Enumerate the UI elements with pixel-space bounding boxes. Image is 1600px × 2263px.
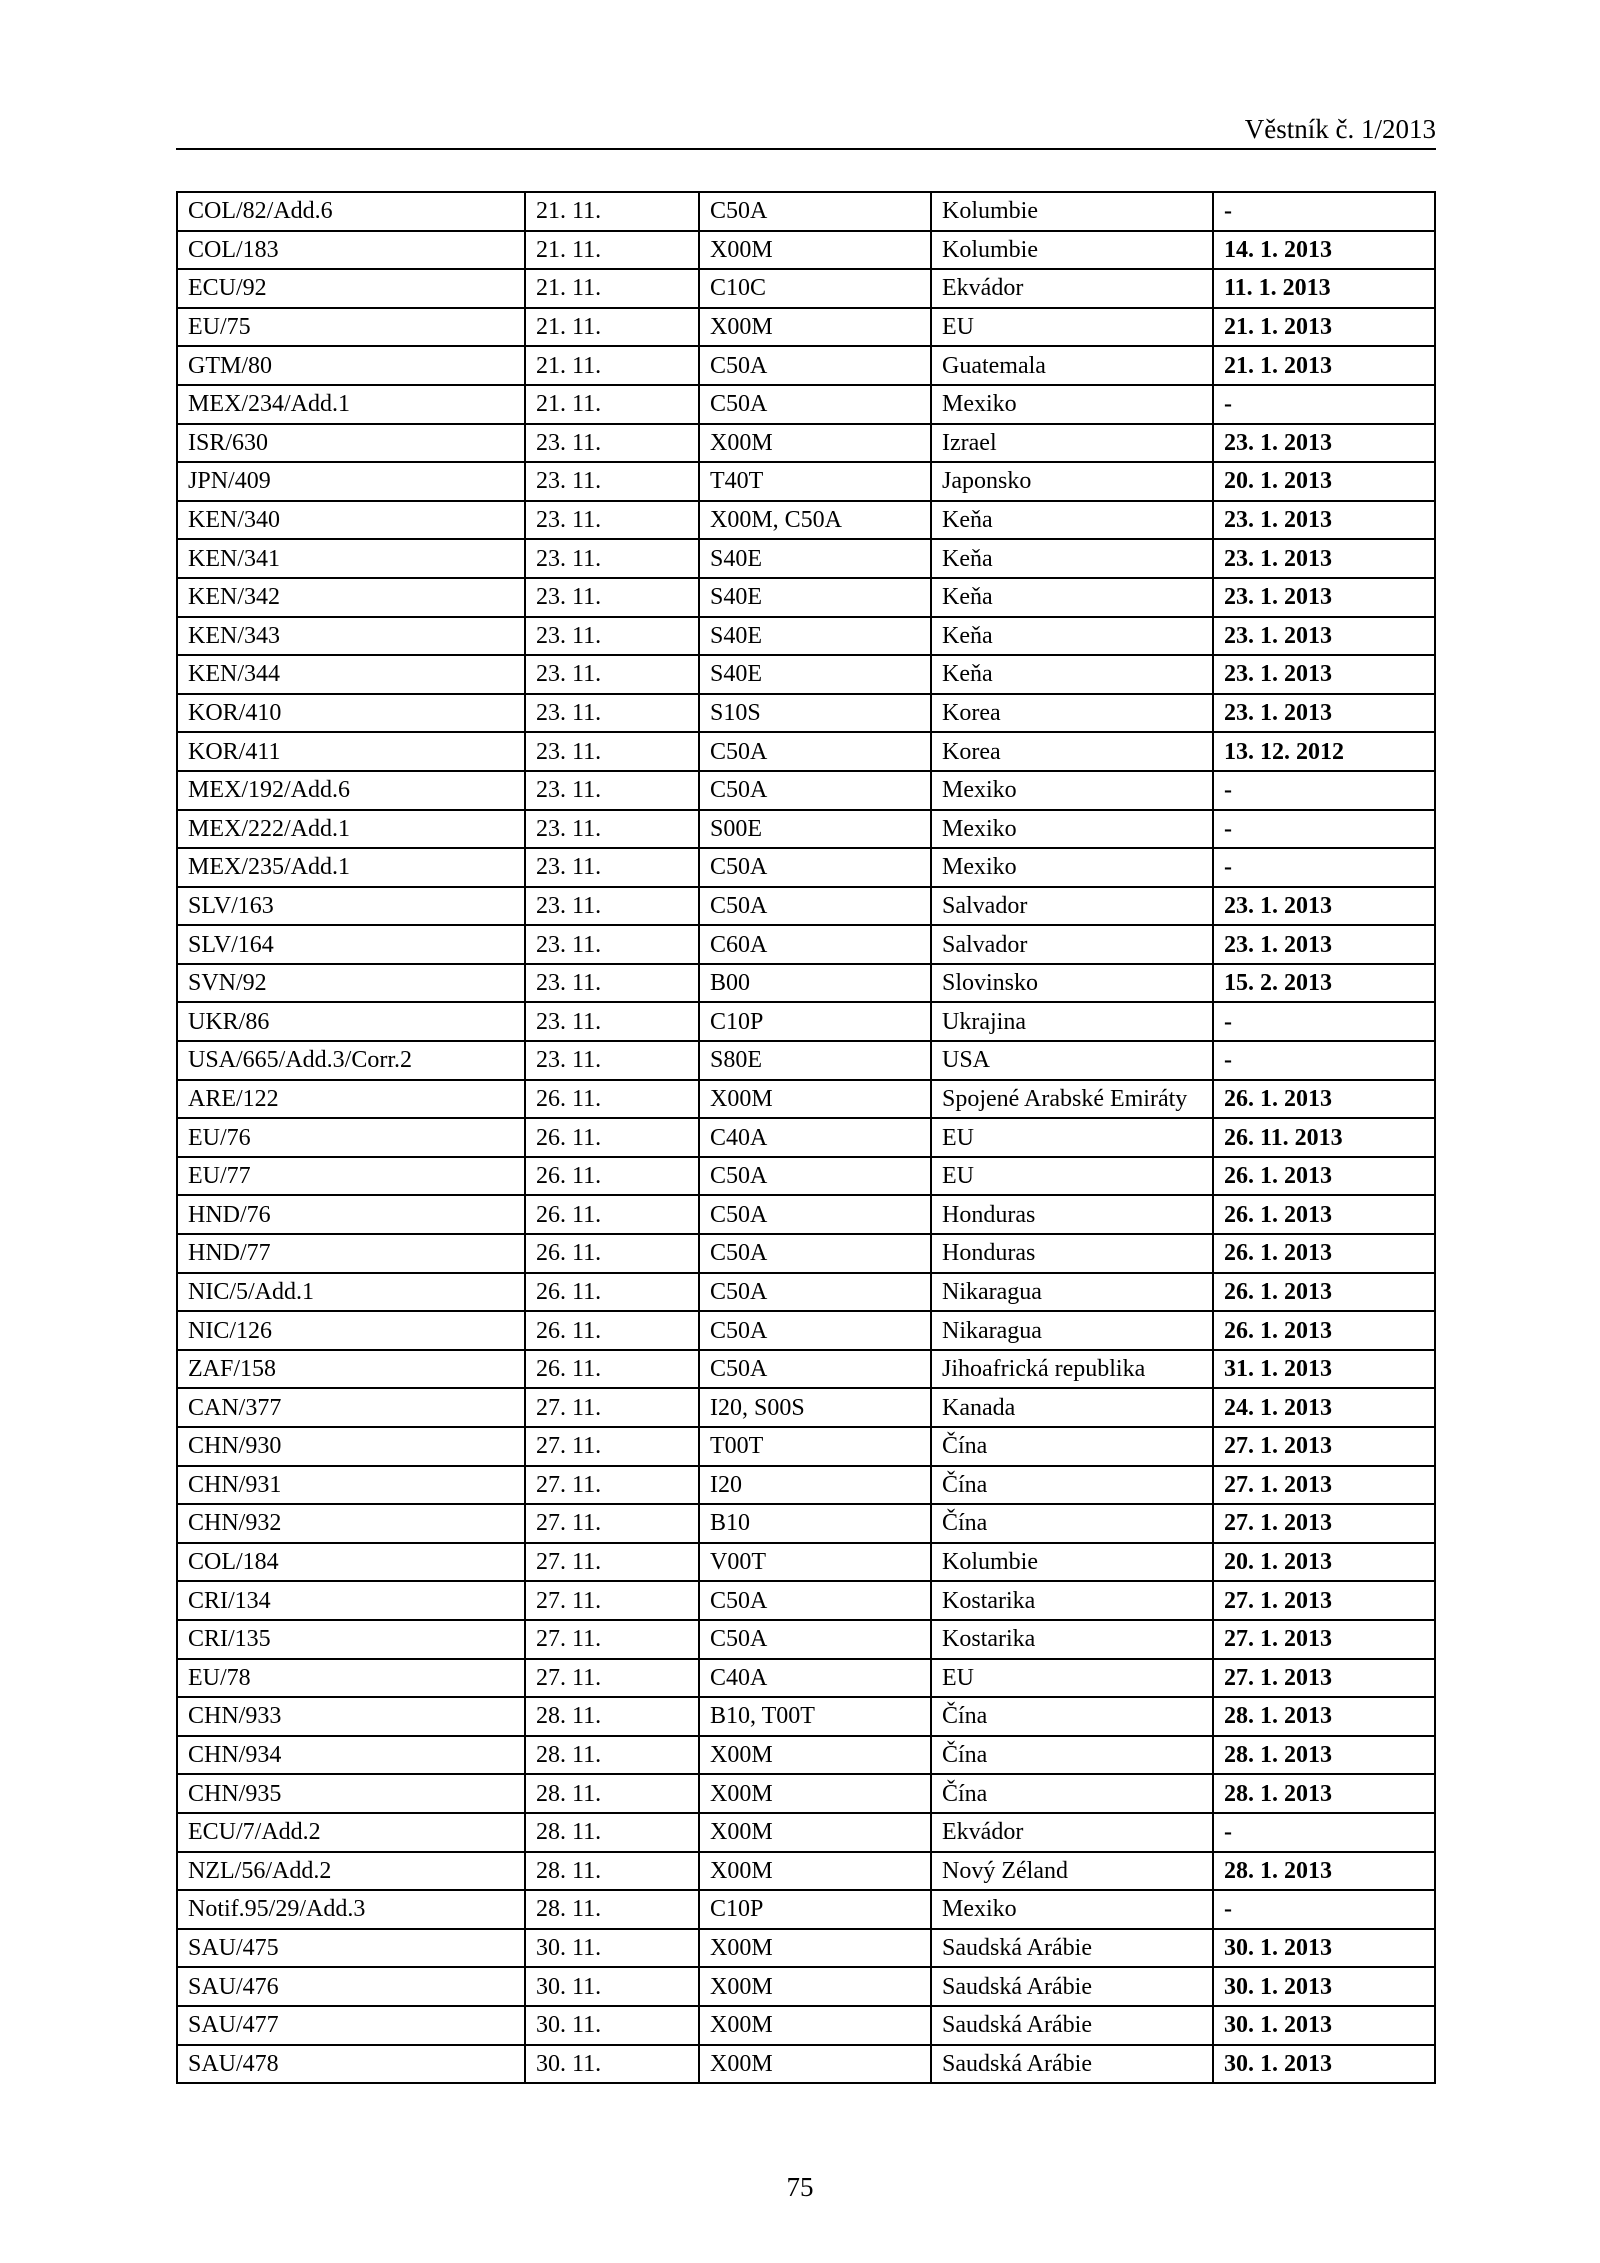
code-cell: C50A [699,1581,931,1620]
code-cell: C50A [699,1350,931,1389]
document-symbol-cell: SAU/478 [177,2045,525,2084]
table-row [177,771,1435,810]
country-cell: Saudská Arábie [931,2006,1213,2045]
document-symbol-cell: NIC/5/Add.1 [177,1273,525,1312]
date-cell: 23. 11. [525,501,699,540]
document-symbol-cell: NIC/126 [177,1311,525,1350]
table-row [177,1427,1435,1466]
date-cell: 23. 11. [525,655,699,694]
table-row [177,694,1435,733]
code-cell: C50A [699,385,931,424]
date-cell: 26. 11. [525,1195,699,1234]
country-cell: Ukrajina [931,1002,1213,1041]
date-cell: 28. 11. [525,1774,699,1813]
country-cell: Čína [931,1736,1213,1775]
table-row [177,1890,1435,1929]
code-cell: S40E [699,539,931,578]
date-cell: 23. 11. [525,424,699,463]
table-row [177,1195,1435,1234]
deadline-cell: 23. 1. 2013 [1213,424,1435,463]
table-row [177,887,1435,926]
page-number: 75 [786,2172,814,2202]
country-cell: Čína [931,1697,1213,1736]
table-row [177,346,1435,385]
code-cell: S00E [699,810,931,849]
document-symbol-cell: SAU/476 [177,1967,525,2006]
document-symbol-cell: SVN/92 [177,964,525,1003]
document-symbol-cell: GTM/80 [177,346,525,385]
table-row [177,1002,1435,1041]
country-cell: Mexiko [931,810,1213,849]
country-cell: Keňa [931,655,1213,694]
country-cell: EU [931,308,1213,347]
table-row [177,501,1435,540]
table-row [177,1311,1435,1350]
document-symbol-cell: USA/665/Add.3/Corr.2 [177,1041,525,1080]
date-cell: 27. 11. [525,1659,699,1698]
country-cell: Čína [931,1504,1213,1543]
country-cell: Slovinsko [931,964,1213,1003]
code-cell: C50A [699,1620,931,1659]
date-cell: 23. 11. [525,771,699,810]
code-cell: C50A [699,192,931,231]
country-cell: Keňa [931,539,1213,578]
date-cell: 23. 11. [525,848,699,887]
code-cell: X00M, C50A [699,501,931,540]
table-row [177,1813,1435,1852]
document-symbol-cell: COL/183 [177,231,525,270]
table-row [177,617,1435,656]
deadline-cell: 26. 1. 2013 [1213,1080,1435,1119]
document-symbol-cell: CHN/932 [177,1504,525,1543]
deadline-cell: 15. 2. 2013 [1213,964,1435,1003]
code-cell: B10, T00T [699,1697,931,1736]
code-cell: X00M [699,1967,931,2006]
document-symbol-cell: ISR/630 [177,424,525,463]
document-symbol-cell: HND/77 [177,1234,525,1273]
date-cell: 23. 11. [525,1002,699,1041]
deadline-cell: 23. 1. 2013 [1213,539,1435,578]
table-row [177,1350,1435,1389]
table-row [177,1929,1435,1968]
country-cell: Čína [931,1427,1213,1466]
country-cell: Čína [931,1466,1213,1505]
date-cell: 30. 11. [525,2006,699,2045]
date-cell: 27. 11. [525,1388,699,1427]
code-cell: S80E [699,1041,931,1080]
deadline-cell: - [1213,385,1435,424]
date-cell: 23. 11. [525,810,699,849]
code-cell: X00M [699,1774,931,1813]
table-row [177,424,1435,463]
table-row [177,1697,1435,1736]
document-symbol-cell: ZAF/158 [177,1350,525,1389]
code-cell: C60A [699,925,931,964]
document-symbol-cell: COL/184 [177,1543,525,1582]
document-symbol-cell: KEN/343 [177,617,525,656]
country-cell: Kolumbie [931,192,1213,231]
country-cell: Ekvádor [931,269,1213,308]
deadline-cell: 26. 1. 2013 [1213,1273,1435,1312]
document-symbol-cell: EU/76 [177,1118,525,1157]
deadline-cell: 26. 11. 2013 [1213,1118,1435,1157]
document-symbol-cell: KEN/342 [177,578,525,617]
deadline-cell: 20. 1. 2013 [1213,462,1435,501]
table-row [177,1967,1435,2006]
document-symbol-cell: KOR/410 [177,694,525,733]
deadline-cell: 27. 1. 2013 [1213,1504,1435,1543]
document-symbol-cell: CRI/134 [177,1581,525,1620]
document-symbol-cell: CHN/934 [177,1736,525,1775]
table-row [177,539,1435,578]
table-row [177,655,1435,694]
country-cell: Mexiko [931,771,1213,810]
date-cell: 23. 11. [525,462,699,501]
country-cell: Saudská Arábie [931,1929,1213,1968]
table-row [177,1041,1435,1080]
deadline-cell: - [1213,1813,1435,1852]
deadline-cell: 28. 1. 2013 [1213,1852,1435,1891]
date-cell: 21. 11. [525,269,699,308]
country-cell: Kolumbie [931,1543,1213,1582]
country-cell: Čína [931,1774,1213,1813]
document-symbol-cell: EU/78 [177,1659,525,1698]
deadline-cell: 24. 1. 2013 [1213,1388,1435,1427]
deadline-cell: 23. 1. 2013 [1213,694,1435,733]
country-cell: Keňa [931,501,1213,540]
country-cell: Kolumbie [931,231,1213,270]
date-cell: 23. 11. [525,732,699,771]
country-cell: Izrael [931,424,1213,463]
date-cell: 23. 11. [525,578,699,617]
date-cell: 26. 11. [525,1311,699,1350]
deadline-cell: 30. 1. 2013 [1213,1967,1435,2006]
code-cell: B00 [699,964,931,1003]
date-cell: 21. 11. [525,192,699,231]
table-row [177,2006,1435,2045]
document-symbol-cell: CHN/933 [177,1697,525,1736]
code-cell: X00M [699,1080,931,1119]
table-row [177,192,1435,231]
country-cell: Nikaragua [931,1273,1213,1312]
table-row [177,1581,1435,1620]
date-cell: 26. 11. [525,1118,699,1157]
document-symbol-cell: ECU/7/Add.2 [177,1813,525,1852]
code-cell: S10S [699,694,931,733]
deadline-cell: 14. 1. 2013 [1213,231,1435,270]
country-cell: Korea [931,694,1213,733]
date-cell: 23. 11. [525,694,699,733]
country-cell: Ekvádor [931,1813,1213,1852]
deadline-cell: 23. 1. 2013 [1213,617,1435,656]
table-row [177,308,1435,347]
table-row [177,1504,1435,1543]
deadline-cell: 30. 1. 2013 [1213,2045,1435,2084]
table-row [177,231,1435,270]
table-row [177,578,1435,617]
document-symbol-cell: Notif.95/29/Add.3 [177,1890,525,1929]
date-cell: 23. 11. [525,617,699,656]
country-cell: Honduras [931,1195,1213,1234]
code-cell: S40E [699,655,931,694]
country-cell: Mexiko [931,385,1213,424]
date-cell: 27. 11. [525,1581,699,1620]
document-symbol-cell: SLV/163 [177,887,525,926]
country-cell: Saudská Arábie [931,1967,1213,2006]
country-cell: Salvador [931,925,1213,964]
document-symbol-cell: SLV/164 [177,925,525,964]
table-row [177,1543,1435,1582]
document-symbol-cell: ARE/122 [177,1080,525,1119]
date-cell: 21. 11. [525,308,699,347]
deadline-cell: 11. 1. 2013 [1213,269,1435,308]
code-cell: X00M [699,1736,931,1775]
document-symbol-cell: UKR/86 [177,1002,525,1041]
deadline-cell: 23. 1. 2013 [1213,925,1435,964]
country-cell: Kostarika [931,1620,1213,1659]
table-row [177,925,1435,964]
country-cell: Salvador [931,887,1213,926]
deadline-cell: - [1213,1041,1435,1080]
date-cell: 23. 11. [525,1041,699,1080]
code-cell: C50A [699,1195,931,1234]
table-row [177,385,1435,424]
document-symbol-cell: KEN/344 [177,655,525,694]
page-header [176,112,1436,150]
code-cell: C10P [699,1002,931,1041]
deadline-cell: - [1213,810,1435,849]
date-cell: 23. 11. [525,964,699,1003]
deadline-cell: 28. 1. 2013 [1213,1697,1435,1736]
date-cell: 28. 11. [525,1890,699,1929]
code-cell: I20, S00S [699,1388,931,1427]
country-cell: Jihoafrická republika [931,1350,1213,1389]
deadline-cell: 30. 1. 2013 [1213,2006,1435,2045]
country-cell: USA [931,1041,1213,1080]
country-cell: Nový Zéland [931,1852,1213,1891]
table-row [177,1466,1435,1505]
deadline-cell: 27. 1. 2013 [1213,1466,1435,1505]
code-cell: X00M [699,308,931,347]
code-cell: X00M [699,2006,931,2045]
country-cell: Saudská Arábie [931,2045,1213,2084]
date-cell: 28. 11. [525,1736,699,1775]
deadline-cell: 26. 1. 2013 [1213,1157,1435,1196]
country-cell: Korea [931,732,1213,771]
bulletin-title: Věstník č. 1/2013 [1244,114,1436,144]
document-symbol-cell: CRI/135 [177,1620,525,1659]
country-cell: EU [931,1118,1213,1157]
date-cell: 27. 11. [525,1543,699,1582]
document-symbol-cell: CHN/931 [177,1466,525,1505]
deadline-cell: 26. 1. 2013 [1213,1234,1435,1273]
date-cell: 26. 11. [525,1080,699,1119]
date-cell: 27. 11. [525,1427,699,1466]
code-cell: X00M [699,1852,931,1891]
country-cell: Spojené Arabské Emiráty [931,1080,1213,1119]
table-body [177,192,1435,2083]
code-cell: X00M [699,231,931,270]
deadline-cell: 27. 1. 2013 [1213,1659,1435,1698]
document-symbol-cell: ECU/92 [177,269,525,308]
country-cell: Kanada [931,1388,1213,1427]
deadline-cell: 23. 1. 2013 [1213,501,1435,540]
document-symbol-cell: MEX/192/Add.6 [177,771,525,810]
deadline-cell: 26. 1. 2013 [1213,1311,1435,1350]
code-cell: T00T [699,1427,931,1466]
table-row [177,848,1435,887]
document-symbol-cell: COL/82/Add.6 [177,192,525,231]
code-cell: C10C [699,269,931,308]
code-cell: B10 [699,1504,931,1543]
date-cell: 28. 11. [525,1697,699,1736]
table-row [177,1620,1435,1659]
deadline-cell: 23. 1. 2013 [1213,655,1435,694]
code-cell: V00T [699,1543,931,1582]
document-symbol-cell: JPN/409 [177,462,525,501]
document-symbol-cell: NZL/56/Add.2 [177,1852,525,1891]
date-cell: 21. 11. [525,346,699,385]
country-cell: Nikaragua [931,1311,1213,1350]
date-cell: 30. 11. [525,1929,699,1968]
document-symbol-cell: KEN/341 [177,539,525,578]
date-cell: 26. 11. [525,1157,699,1196]
code-cell: C50A [699,346,931,385]
country-cell: Mexiko [931,848,1213,887]
date-cell: 27. 11. [525,1620,699,1659]
document-symbol-cell: HND/76 [177,1195,525,1234]
date-cell: 30. 11. [525,1967,699,2006]
date-cell: 30. 11. [525,2045,699,2084]
document-symbol-cell: MEX/234/Add.1 [177,385,525,424]
date-cell: 27. 11. [525,1504,699,1543]
document-symbol-cell: EU/77 [177,1157,525,1196]
document-symbol-cell: CHN/930 [177,1427,525,1466]
code-cell: X00M [699,424,931,463]
deadline-cell: - [1213,192,1435,231]
table-row [177,810,1435,849]
date-cell: 28. 11. [525,1852,699,1891]
code-cell: X00M [699,2045,931,2084]
country-cell: Honduras [931,1234,1213,1273]
code-cell: X00M [699,1929,931,1968]
deadline-cell: 27. 1. 2013 [1213,1427,1435,1466]
code-cell: C50A [699,1273,931,1312]
table-row [177,1388,1435,1427]
deadline-cell: 27. 1. 2013 [1213,1581,1435,1620]
code-cell: X00M [699,1813,931,1852]
country-cell: Keňa [931,578,1213,617]
table-row [177,1852,1435,1891]
deadline-cell: - [1213,1890,1435,1929]
date-cell: 28. 11. [525,1813,699,1852]
table-row [177,1273,1435,1312]
table-row [177,1118,1435,1157]
deadline-cell: 21. 1. 2013 [1213,308,1435,347]
code-cell: I20 [699,1466,931,1505]
date-cell: 26. 11. [525,1234,699,1273]
table-row [177,1736,1435,1775]
table-row [177,1157,1435,1196]
document-symbol-cell: CAN/377 [177,1388,525,1427]
document-symbol-cell: KOR/411 [177,732,525,771]
table-row [177,269,1435,308]
date-cell: 21. 11. [525,385,699,424]
table-row [177,1080,1435,1119]
deadline-cell: 20. 1. 2013 [1213,1543,1435,1582]
document-symbol-cell: KEN/340 [177,501,525,540]
deadline-cell: - [1213,1002,1435,1041]
deadline-cell: 26. 1. 2013 [1213,1195,1435,1234]
table-row [177,462,1435,501]
country-cell: Guatemala [931,346,1213,385]
deadline-cell: 31. 1. 2013 [1213,1350,1435,1389]
date-cell: 26. 11. [525,1350,699,1389]
date-cell: 27. 11. [525,1466,699,1505]
document-symbol-cell: CHN/935 [177,1774,525,1813]
deadline-cell: - [1213,848,1435,887]
table-row [177,1234,1435,1273]
document-symbol-cell: MEX/235/Add.1 [177,848,525,887]
document-symbol-cell: SAU/475 [177,1929,525,1968]
code-cell: S40E [699,578,931,617]
code-cell: C40A [699,1118,931,1157]
code-cell: C50A [699,1157,931,1196]
code-cell: C40A [699,1659,931,1698]
code-cell: S40E [699,617,931,656]
country-cell: Keňa [931,617,1213,656]
country-cell: Japonsko [931,462,1213,501]
deadline-cell: 23. 1. 2013 [1213,578,1435,617]
document-symbol-cell: MEX/222/Add.1 [177,810,525,849]
table-row [177,732,1435,771]
date-cell: 23. 11. [525,887,699,926]
deadline-cell: 28. 1. 2013 [1213,1736,1435,1775]
code-cell: C10P [699,1890,931,1929]
table-row [177,1774,1435,1813]
deadline-cell: - [1213,771,1435,810]
date-cell: 26. 11. [525,1273,699,1312]
code-cell: C50A [699,771,931,810]
deadline-cell: 28. 1. 2013 [1213,1774,1435,1813]
country-cell: Mexiko [931,1890,1213,1929]
table-row [177,964,1435,1003]
deadline-cell: 13. 12. 2012 [1213,732,1435,771]
code-cell: C50A [699,732,931,771]
code-cell: C50A [699,848,931,887]
code-cell: C50A [699,887,931,926]
country-cell: EU [931,1157,1213,1196]
date-cell: 21. 11. [525,231,699,270]
date-cell: 23. 11. [525,539,699,578]
date-cell: 23. 11. [525,925,699,964]
notifications-table [176,191,1436,2084]
document-symbol-cell: EU/75 [177,308,525,347]
deadline-cell: 21. 1. 2013 [1213,346,1435,385]
table-row [177,2045,1435,2084]
code-cell: C50A [699,1311,931,1350]
code-cell: T40T [699,462,931,501]
deadline-cell: 27. 1. 2013 [1213,1620,1435,1659]
country-cell: EU [931,1659,1213,1698]
deadline-cell: 23. 1. 2013 [1213,887,1435,926]
country-cell: Kostarika [931,1581,1213,1620]
code-cell: C50A [699,1234,931,1273]
document-symbol-cell: SAU/477 [177,2006,525,2045]
table-row [177,1659,1435,1698]
deadline-cell: 30. 1. 2013 [1213,1929,1435,1968]
